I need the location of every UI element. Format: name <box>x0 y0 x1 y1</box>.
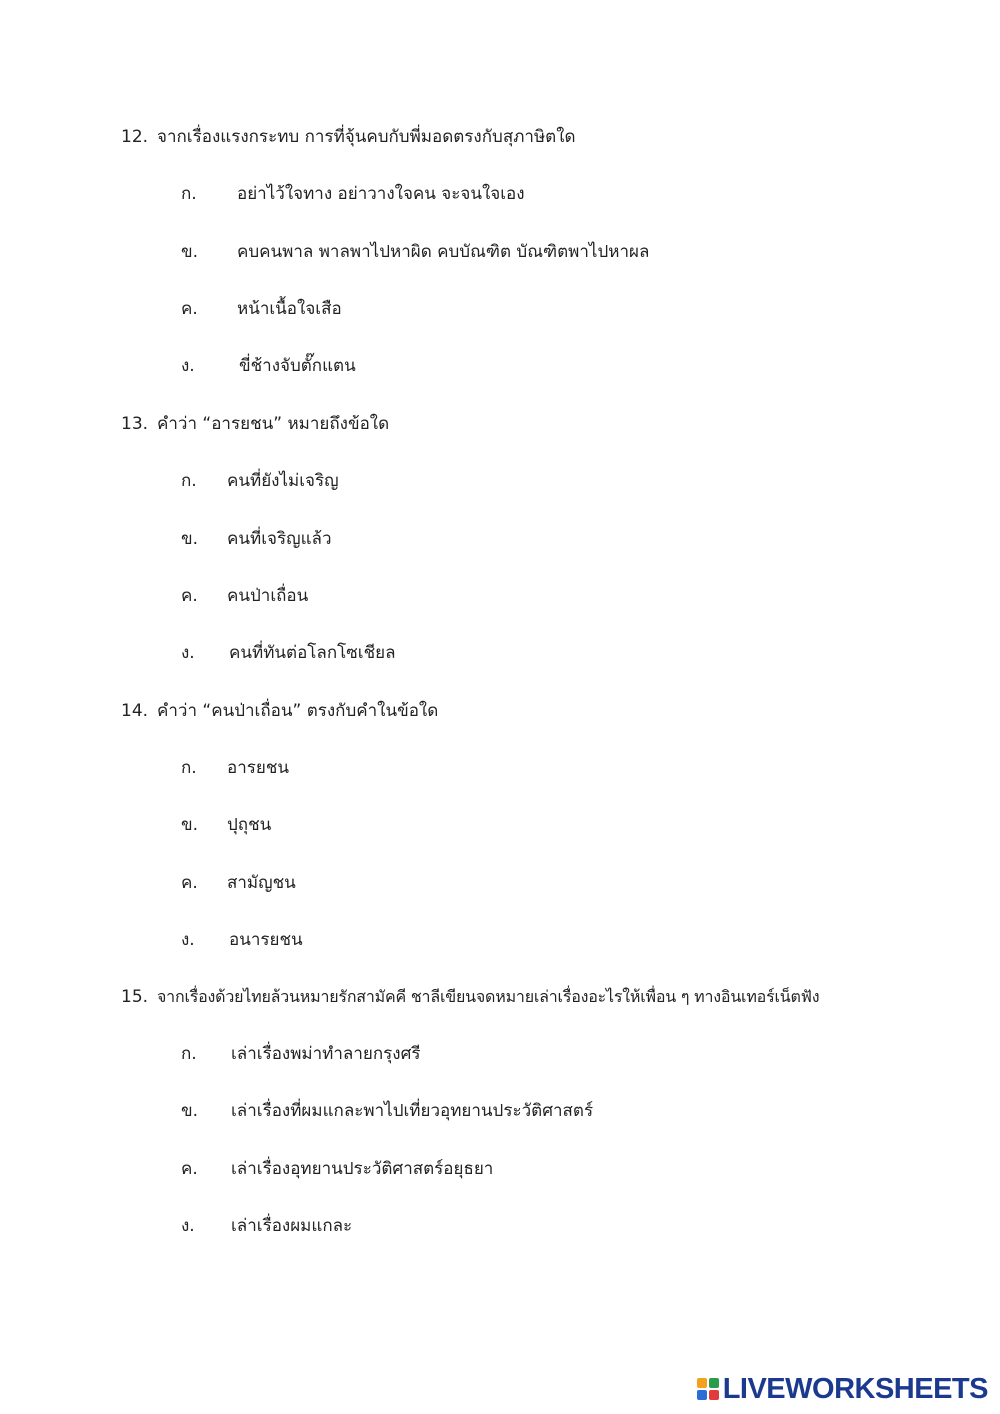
option-12-c[interactable] <box>181 297 342 321</box>
option-text: อารยชน <box>227 758 290 778</box>
option-letter: ข. <box>181 529 199 549</box>
option-text: ขี่ช้างจับตั๊กแตน <box>239 356 356 376</box>
option-12-b[interactable] <box>181 240 649 264</box>
liveworksheets-mark-icon <box>697 1378 719 1400</box>
option-letter: ข. <box>181 1101 199 1121</box>
option-15-c[interactable] <box>181 1157 493 1181</box>
option-text: หน้าเนื้อใจเสือ <box>237 299 342 319</box>
logo-square-3 <box>697 1390 707 1400</box>
option-letter: ข. <box>181 242 199 262</box>
option-letter: ก. <box>181 184 197 204</box>
option-15-a[interactable] <box>181 1042 421 1066</box>
option-text: คนที่เจริญแล้ว <box>227 529 332 549</box>
option-letter: ค. <box>181 873 198 893</box>
question-12 <box>121 125 576 149</box>
option-letter: ค. <box>181 299 198 319</box>
option-letter: ข. <box>181 815 199 835</box>
option-letter: ค. <box>181 1159 198 1179</box>
liveworksheets-logo[interactable] <box>697 1372 988 1406</box>
option-letter: ก. <box>181 471 197 491</box>
option-text: คนป่าเถื่อน <box>227 586 309 606</box>
option-text: เล่าเรื่องพม่าทำลายกรุงศรี <box>231 1044 421 1064</box>
question-number: 14. <box>121 701 149 721</box>
option-12-d[interactable] <box>181 354 356 378</box>
option-text: เล่าเรื่องอุทยานประวัติศาสตร์อยุธยา <box>231 1159 494 1179</box>
option-14-d[interactable] <box>181 928 303 952</box>
option-14-a[interactable] <box>181 756 289 780</box>
option-13-b[interactable] <box>181 527 332 551</box>
option-text: เล่าเรื่องผมแกละ <box>231 1216 353 1236</box>
option-14-c[interactable] <box>181 871 296 895</box>
option-15-d[interactable] <box>181 1214 352 1238</box>
option-text: อย่าไว้ใจทาง อย่าวางใจคน จะจนใจเอง <box>237 184 525 204</box>
option-text: คนที่ยังไม่เจริญ <box>227 471 339 491</box>
question-15 <box>121 985 819 1009</box>
logo-square-1 <box>697 1378 707 1388</box>
question-number: 12. <box>121 127 149 147</box>
option-letter: ง. <box>181 1216 195 1236</box>
option-letter: ง. <box>181 930 195 950</box>
option-14-b[interactable] <box>181 813 271 837</box>
option-13-c[interactable] <box>181 584 308 608</box>
option-15-b[interactable] <box>181 1099 593 1123</box>
option-text: อนารยชน <box>229 930 303 950</box>
option-12-a[interactable] <box>181 182 525 206</box>
option-letter: ก. <box>181 758 197 778</box>
question-number: 13. <box>121 414 149 434</box>
option-text: ปุถุชน <box>227 815 272 835</box>
option-letter: ง. <box>181 643 195 663</box>
option-letter: ง. <box>181 356 195 376</box>
question-number: 15. <box>121 987 149 1007</box>
option-13-a[interactable] <box>181 469 339 493</box>
option-text: สามัญชน <box>227 873 296 893</box>
option-text: คบคนพาล พาลพาไปหาผิด คบบัณฑิต บัณฑิตพาไปหาผล <box>237 242 650 262</box>
question-text: จากเรื่องแรงกระทบ การที่จุ้นคบกับพี่มอดตรงกับสุภาษิตใด <box>157 127 576 147</box>
option-text: เล่าเรื่องที่ผมแกละพาไปเที่ยวอุทยานประวัติศาสตร์ <box>231 1101 594 1121</box>
logo-text: LIVEWORKSHEETS <box>722 1372 988 1405</box>
question-text: คำว่า “อารยชน” หมายถึงข้อใด <box>157 414 390 434</box>
question-13 <box>121 412 389 436</box>
question-text: คำว่า “คนป่าเถื่อน” ตรงกับคำในข้อใด <box>157 701 439 721</box>
option-text: คนที่ทันต่อโลกโซเชียล <box>229 643 396 663</box>
logo-square-4 <box>709 1390 719 1400</box>
option-13-d[interactable] <box>181 641 396 665</box>
option-letter: ค. <box>181 586 198 606</box>
question-text: จากเรื่องด้วยไทยล้วนหมายรักสามัคคี ชาลีเขียนจดหมายเล่าเรื่องอะไรให้เพื่อน ๆ ทางอินเทอร์เน็ตฟัง <box>157 987 820 1006</box>
logo-square-2 <box>709 1378 719 1388</box>
question-14 <box>121 699 438 723</box>
option-letter: ก. <box>181 1044 197 1064</box>
